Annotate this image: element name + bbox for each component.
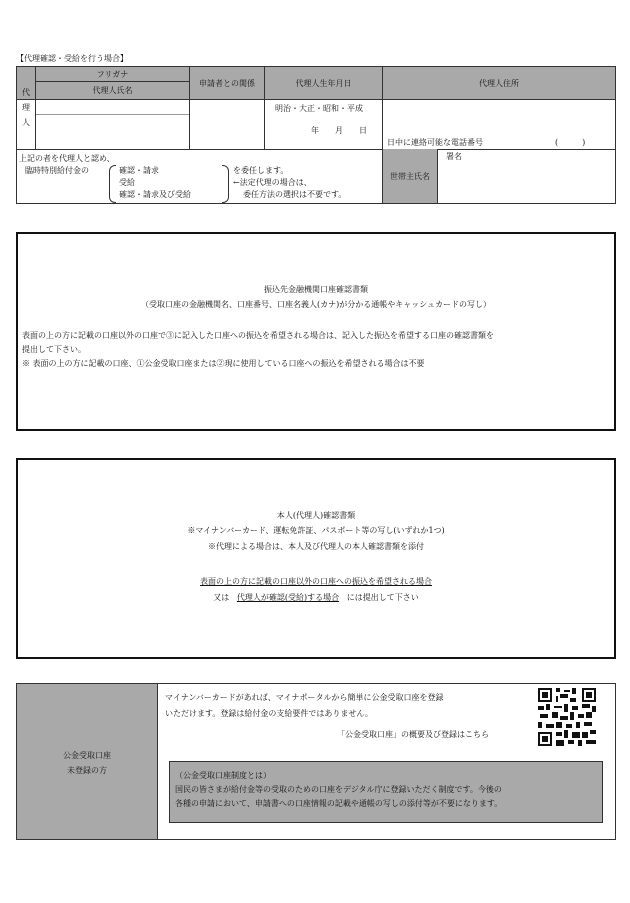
bank-box-body: 表面の上の方に記載の口座以外の口座で③に記入した口座への振込を希望される場合は、記入した振込を希望する口座の確認書類を 提出して下さい。 ※ 表面の上の方に記載の口座、①公金受取口座または②現に使用している口座への振込を希望される場合は不要: [22, 331, 494, 368]
delegation-options[interactable]: [119, 165, 191, 201]
option-both[interactable]: 確認・請求及び受給: [119, 190, 191, 199]
option-confirm-request[interactable]: 確認・請求: [119, 166, 159, 175]
bank-box-subtitle: （受取口座の金融機関名、口座番号、口座名義人(カナ)が分かる通帳やキャッシュカードの写し）: [140, 300, 492, 309]
signature-label: 署名: [446, 152, 462, 161]
delegation-line1: 上記の者を代理人と認め、: [19, 154, 115, 163]
agent-side-label: 代 理 人: [22, 88, 30, 127]
id-box-line3: 表面の上の方に記載の口座以外の口座への振込を希望される場合: [200, 577, 432, 586]
legal-note-2: 委任方法の選択は不要です。: [243, 190, 347, 199]
id-box-line1: ※マイナンバーカード、運転免許証、パスポート等の写し(いずれか1つ): [187, 526, 445, 535]
date-units: 年 月 日: [311, 126, 367, 135]
option-receive[interactable]: 受給: [119, 178, 135, 187]
system-title: （公金受取口座制度とは）: [175, 771, 271, 780]
agent-table: [16, 66, 616, 204]
bank-document-box: [16, 232, 616, 431]
public-account-box: [16, 683, 616, 840]
phone-field[interactable]: ( ): [555, 138, 586, 147]
system-line1: 国民の皆さまが給付金等の受取のための口座をデジタル庁に登録いただく制度です。今後の: [175, 785, 502, 794]
birthdate-header: 代理人生年月日: [264, 67, 382, 99]
furigana-header: フリガナ: [35, 67, 189, 82]
delegate-text: を委任します。: [233, 166, 289, 175]
registration-link[interactable]: 「公金受取口座」の概要及び登録はこちら: [337, 730, 489, 739]
era-options: 明治・大正・昭和・平成: [275, 104, 363, 113]
public-account-label: 公金受取口座 未登録の方: [17, 684, 158, 839]
section-heading: 【代理確認・受給を行う場合】: [16, 54, 128, 63]
relation-field[interactable]: [189, 99, 264, 149]
householder-label: 世帯主氏名: [382, 149, 438, 203]
id-box-title: 本人(代理人)確認書類: [276, 511, 356, 520]
qr-code-icon[interactable]: [538, 688, 596, 746]
name-header: 代理人氏名: [35, 82, 189, 99]
birthdate-field[interactable]: [264, 99, 382, 149]
delegation-line2: 臨時特別給付金の: [25, 166, 89, 175]
public-account-info: マイナンバーカードがあれば、マイナポータルから簡単に公金受取口座を登録 いただけます。登録は給付金の支給要件ではありません。: [165, 693, 444, 718]
bank-box-title: 振込先金融機関口座確認書類: [264, 285, 368, 294]
legal-note-1: ←法定代理の場合は、: [233, 178, 312, 187]
agent-name-field[interactable]: [35, 99, 189, 149]
signature-field[interactable]: [438, 149, 615, 203]
system-explanation-box: [169, 761, 603, 823]
address-field[interactable]: [382, 99, 615, 149]
id-box-line4: 又は 代理人が確認(受給)する場合 には提出して下さい: [213, 593, 419, 602]
relation-header: 申請者との関係: [189, 67, 264, 99]
phone-label: 日中に連絡可能な電話番号: [387, 138, 483, 147]
id-box-line2: ※代理による場合は、本人及び代理人の本人確認書類を添付: [208, 542, 424, 551]
system-line2: 各種の申請において、申請書への口座情報の記載や通帳の写しの添付等が不要になります。: [175, 799, 503, 808]
address-header: 代理人住所: [382, 67, 615, 99]
id-document-box: [16, 458, 616, 659]
